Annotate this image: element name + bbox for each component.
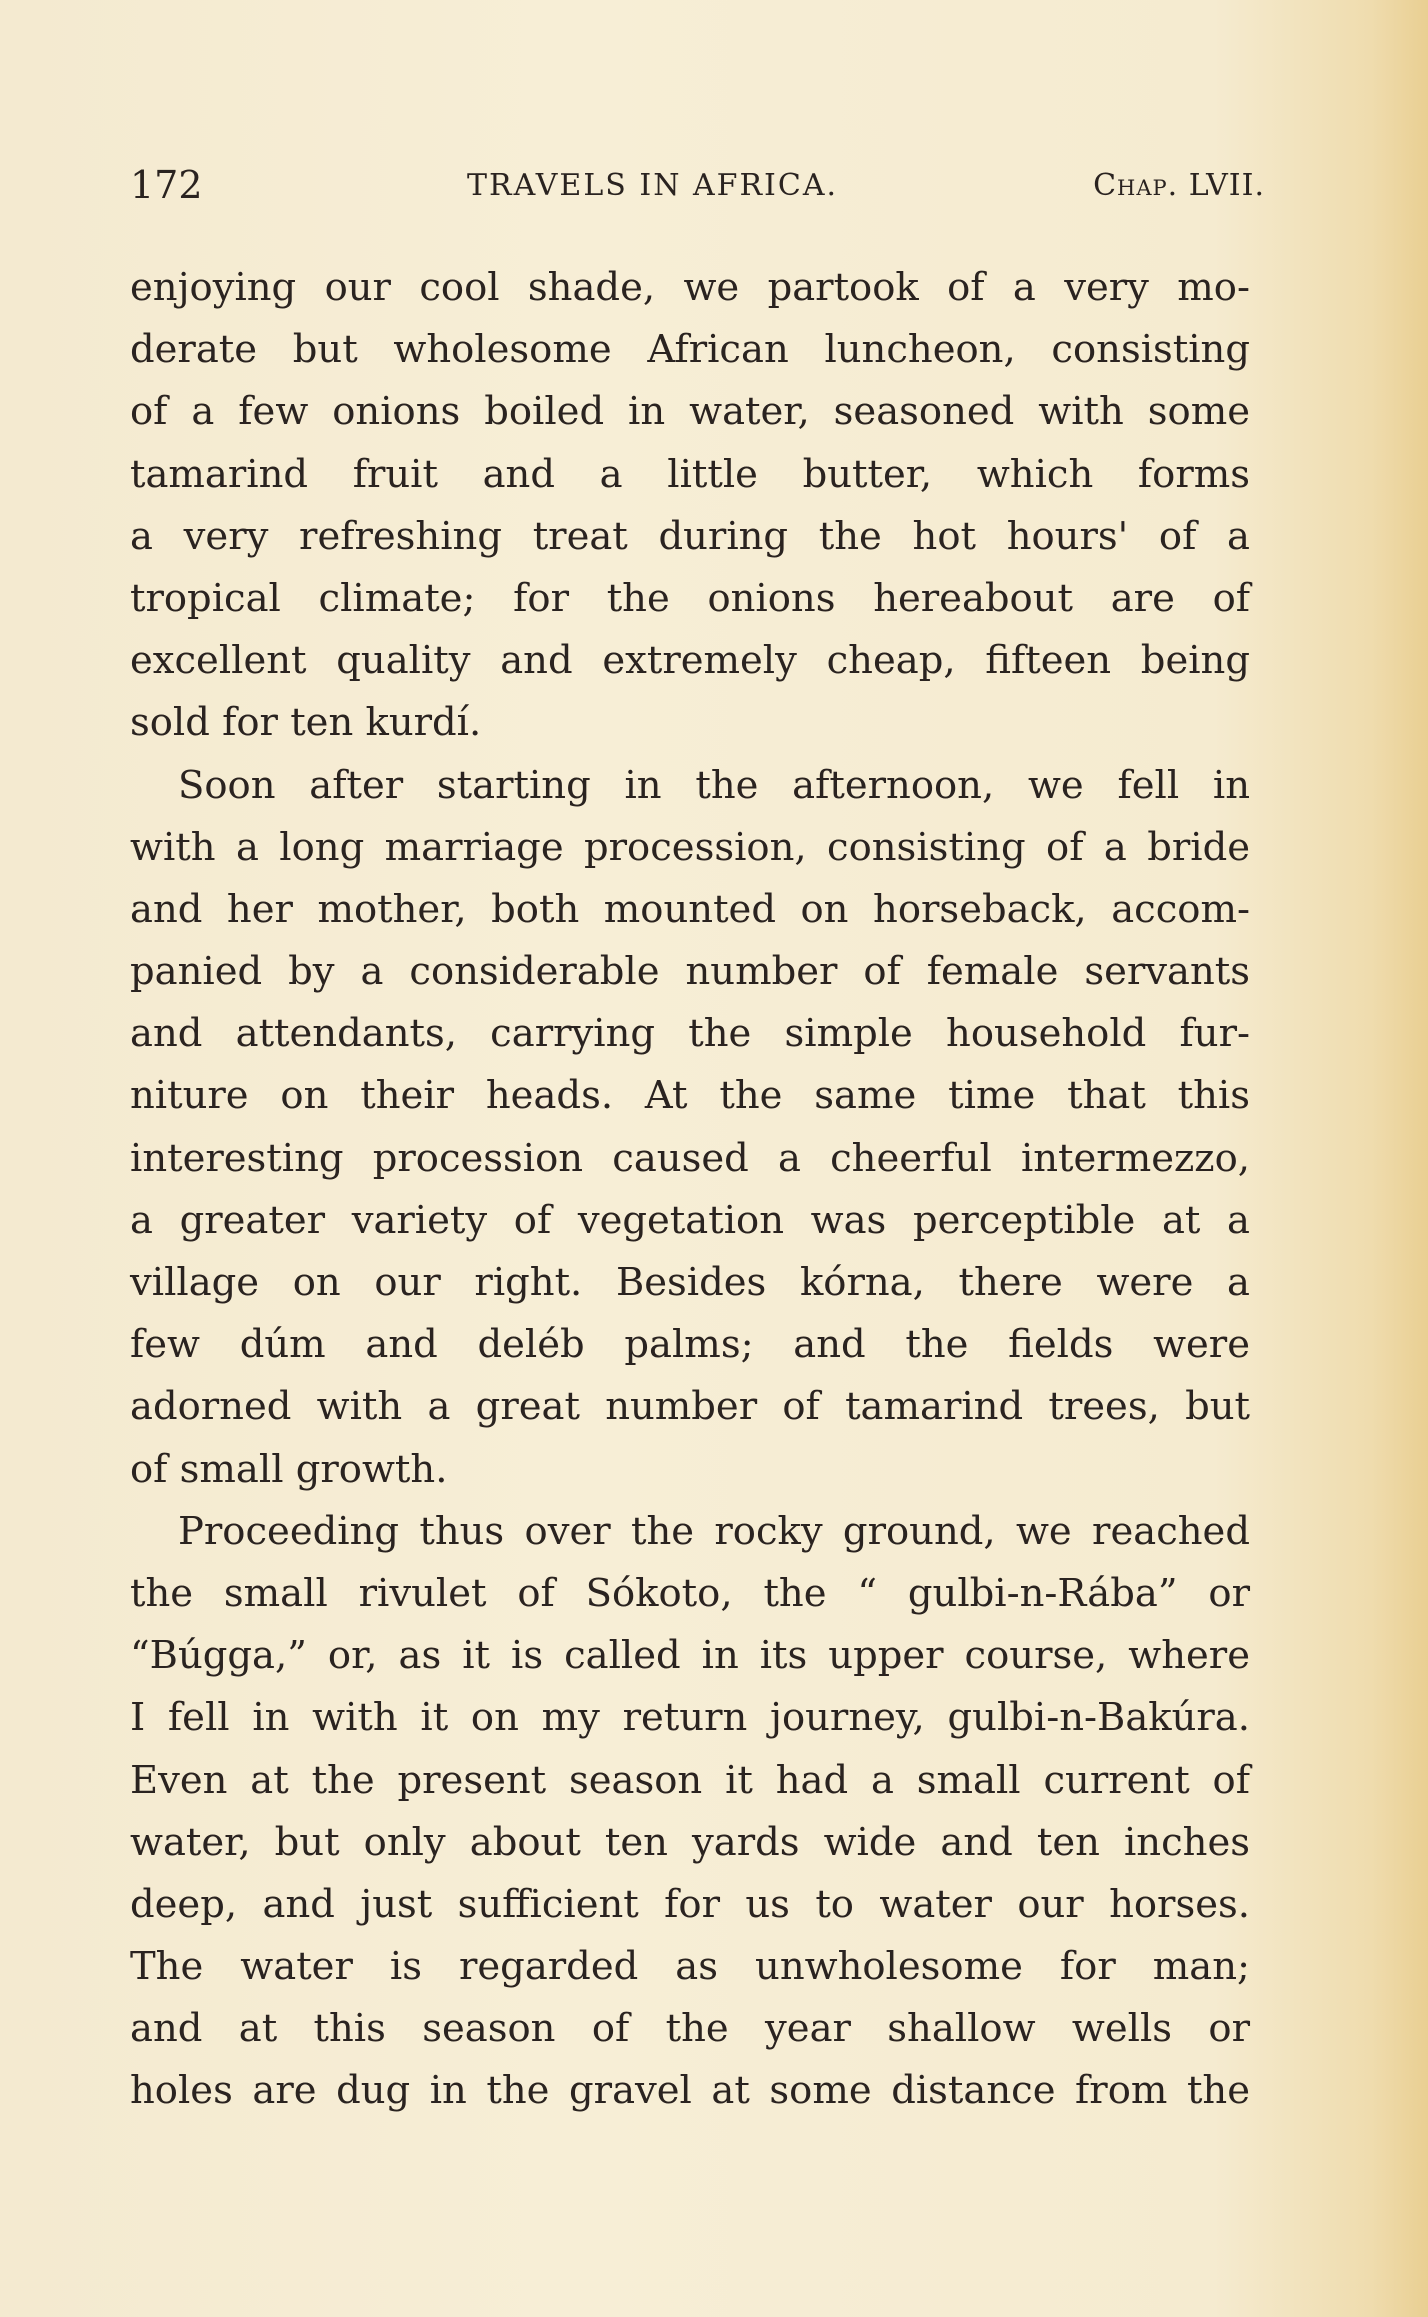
text-line: The water is regarded as unwholesome for man; <box>130 1944 1250 1990</box>
chapter-label: Chap. LVII. <box>1093 168 1265 203</box>
running-head <box>130 160 1265 220</box>
paragraph-start-line: Soon after starting in the afternoon, we fell in <box>178 762 1250 808</box>
text-line: the small rivulet of Sókoto, the “ gulbi-n-Rába” or <box>130 1570 1250 1616</box>
text-line: a very refreshing treat during the hot hours' of a <box>130 513 1250 559</box>
text-line: and attendants, carrying the simple household fur- <box>130 1011 1250 1057</box>
body-text <box>130 257 1250 2123</box>
text-line: few dúm and deléb palms; and the fields were <box>130 1322 1250 1368</box>
paragraph-start-line: Proceeding thus over the rocky ground, we reached <box>178 1508 1250 1554</box>
text-line: and at this season of the year shallow wells or <box>130 2006 1250 2052</box>
text-line: I fell in with it on my return journey, gulbi-n-Bakúra. <box>130 1695 1250 1741</box>
text-line: village on our right. Besides kórna, there were a <box>130 1260 1250 1305</box>
text-line: niture on their heads. At the same time that this <box>130 1073 1250 1119</box>
text-line: deep, and just sufficient for us to water our horses. <box>130 1881 1250 1927</box>
text-line: a greater variety of vegetation was perceptible at a <box>130 1197 1250 1243</box>
text-line: enjoying our cool shade, we partook of a very mo- <box>130 265 1250 310</box>
text-line: with a long marriage procession, consisting of a bride <box>130 824 1250 870</box>
text-line: tamarind fruit and a little butter, which forms <box>130 451 1250 497</box>
text-line: of a few onions boiled in water, seasoned with some <box>130 389 1250 435</box>
text-line: and her mother, both mounted on horseback, accom- <box>130 886 1250 932</box>
text-line: derate but wholesome African luncheon, consisting <box>130 327 1250 373</box>
text-line: excellent quality and extremely cheap, fifteen being <box>130 638 1250 684</box>
text-line: water, but only about ten yards wide and ten inches <box>130 1819 1250 1865</box>
text-line: panied by a considerable number of female servants <box>130 949 1250 995</box>
text-line: of small growth. <box>130 1446 448 1492</box>
text-line: holes are dug in the gravel at some distance from the <box>130 2068 1250 2114</box>
running-title: TRAVELS IN AFRICA. <box>467 168 839 203</box>
text-line: sold for ten kurdí. <box>130 700 482 746</box>
text-line: adorned with a great number of tamarind trees, but <box>130 1384 1250 1430</box>
text-line: tropical climate; for the onions hereabout are of <box>130 575 1250 621</box>
text-line: Even at the present season it had a small current of <box>130 1757 1250 1803</box>
text-line: “Búgga,” or, as it is called in its upper course, where <box>130 1633 1250 1679</box>
page-number: 172 <box>130 163 203 207</box>
text-line: interesting procession caused a cheerful intermezzo, <box>130 1135 1250 1181</box>
